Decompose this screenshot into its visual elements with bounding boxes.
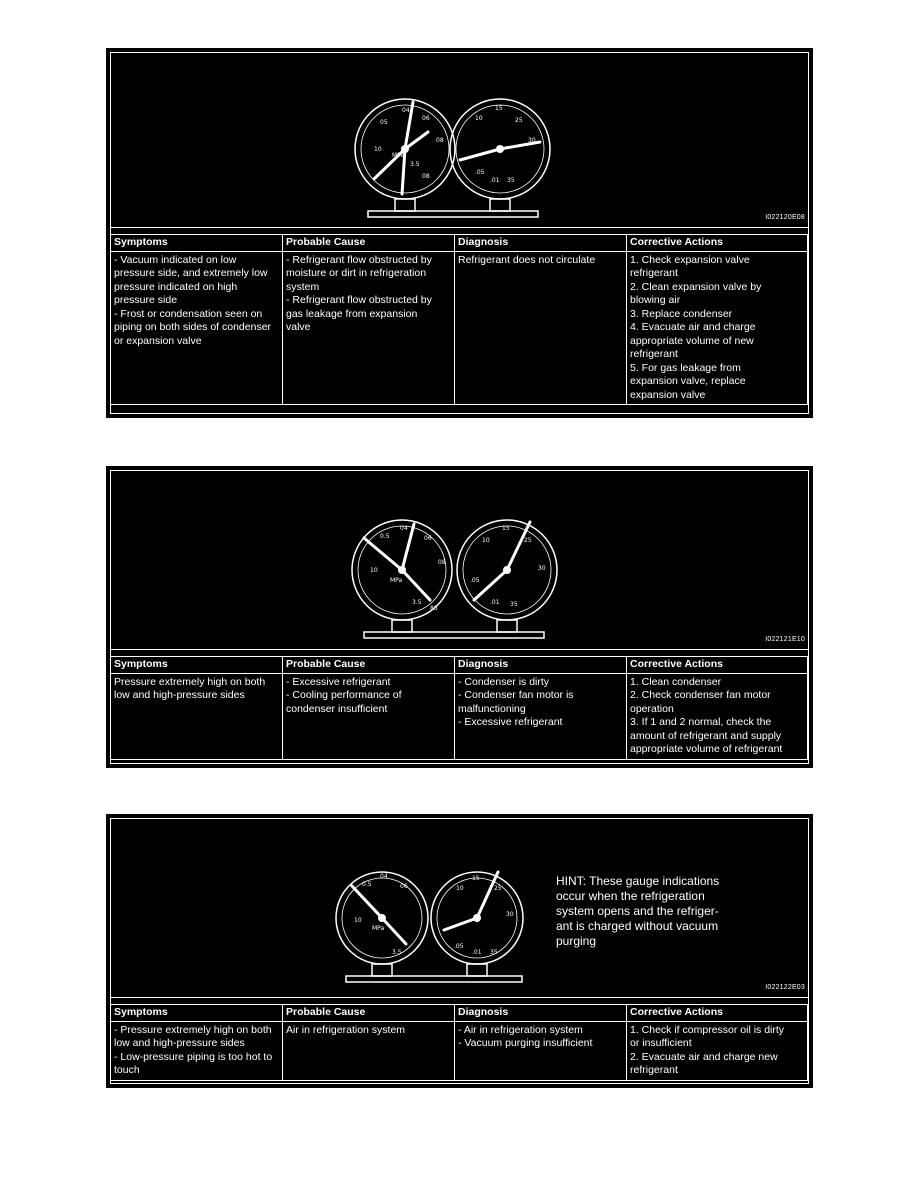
svg-text:.01: .01 [472,949,482,956]
text-line: malfunctioning [458,702,526,715]
cell-probable-cause [283,1021,455,1080]
figure-code: I022120E08 [765,214,805,221]
svg-text:06: 06 [424,535,432,542]
text-line: purging [556,934,597,948]
text-line: moisture or dirt in refrigeration [286,267,427,279]
text-line: - Refrigerant flow obstructed by [286,253,432,266]
text-line: - Excessive refrigerant [286,675,391,688]
svg-text:0.5: 0.5 [362,881,372,888]
text-line: or expansion valve [114,334,202,347]
svg-text:25: 25 [515,117,523,124]
svg-text:25: 25 [494,885,502,892]
svg-text:08: 08 [436,137,444,144]
text-line: Refrigerant does not circulate [458,253,596,266]
svg-text:06: 06 [422,115,430,122]
text-line: ant is charged without vacuum [556,919,719,933]
text-line: expansion valve [630,388,706,401]
diagnosis-panel-1 [106,48,813,418]
text-line: touch [114,1064,140,1076]
diagnosis-table [110,1004,808,1081]
svg-text:10: 10 [475,115,483,122]
svg-text:30: 30 [538,565,546,572]
text-line: - Vacuum indicated on low [114,253,237,266]
text-line: refrigerant [630,1064,678,1076]
text-line: pressure side [114,294,178,306]
text-line: - Pressure extremely high on both [114,1023,272,1036]
text-line: 2. Check condenser fan motor [630,689,771,701]
svg-text:10: 10 [456,885,464,892]
text-line: - Condenser is dirty [458,675,550,688]
svg-text:04: 04 [402,107,410,114]
text-line: gas leakage from expansion [286,307,418,320]
svg-text:06: 06 [400,883,408,890]
text-line: or insufficient [630,1037,692,1049]
text-line: amount of refrigerant and supply [630,729,782,742]
text-line: - Air in refrigeration system [458,1023,583,1036]
table-row [111,1021,808,1080]
gauge-figure [110,818,809,998]
text-line: - Low-pressure piping is too hot to [114,1050,273,1063]
svg-text:85: 85 [430,605,438,612]
svg-text:.01: .01 [490,599,500,606]
text-line: expansion valve, replace [630,375,746,387]
text-line: Air in refrigeration system [286,1023,406,1036]
svg-text:35: 35 [490,949,498,956]
svg-text:10: 10 [374,146,382,153]
text-line: pressure side, and extremely low [114,267,268,279]
text-line: refrigerant [630,267,678,279]
header-corrective-actions: Corrective Actions [627,657,808,674]
text-line: - Vacuum purging insufficient [458,1037,593,1049]
svg-text:3.5: 3.5 [410,161,420,168]
text-line: - Cooling performance of [286,689,402,701]
manifold-gauges-illustration [332,842,552,998]
cell-probable-cause [283,251,455,405]
gauge-figure [110,470,809,650]
svg-text:3.5: 3.5 [392,949,402,956]
table-row [111,251,808,405]
header-diagnosis: Diagnosis [455,1005,627,1022]
gauge-figure [110,52,809,228]
header-probable-cause: Probable Cause [283,235,455,252]
text-line: system [286,280,320,293]
svg-text:15: 15 [495,105,503,112]
text-line: 4. Evacuate air and charge [630,321,756,333]
text-line: 1. Check expansion valve [630,253,750,266]
svg-text:30: 30 [528,137,536,144]
text-line: blowing air [630,294,681,306]
figure-code: I022122E03 [765,984,805,991]
cell-symptoms [111,673,283,759]
text-line: - Condenser fan motor is [458,689,574,701]
table-header-row [111,1005,808,1022]
svg-text:MPa: MPa [390,577,403,584]
text-line: 2. Evacuate air and charge new [630,1050,778,1063]
table-header-row [111,657,808,674]
svg-text:04: 04 [400,525,408,532]
text-line: - Frost or condensation seen on [114,307,263,320]
svg-text:.01: .01 [490,177,500,184]
diagnosis-panel-2 [106,466,813,768]
cell-corrective-actions [627,251,808,405]
svg-text:35: 35 [507,177,515,184]
svg-text:08: 08 [422,173,430,180]
svg-text:MPa: MPa [392,152,405,159]
header-probable-cause: Probable Cause [283,657,455,674]
svg-text:0.5: 0.5 [380,533,390,540]
manifold-gauges-illustration [342,472,582,648]
cell-diagnosis [455,251,627,405]
text-line: Pressure extremely high on both [114,675,266,688]
svg-text:25: 25 [524,537,532,544]
svg-text:30: 30 [506,911,514,918]
svg-text:10: 10 [354,917,362,924]
svg-text:.05: .05 [454,943,464,950]
table-header-row [111,235,808,252]
text-line: occur when the refrigeration [556,889,705,903]
text-line: piping on both sides of condenser [114,321,272,333]
svg-text:35: 35 [510,601,518,608]
diagnosis-table [110,656,808,760]
header-diagnosis: Diagnosis [455,235,627,252]
cell-symptoms [111,1021,283,1080]
text-line: system opens and the refriger- [556,904,719,918]
cell-corrective-actions [627,1021,808,1080]
svg-text:15: 15 [472,875,480,882]
header-probable-cause: Probable Cause [283,1005,455,1022]
table-row [111,673,808,759]
svg-text:3.5: 3.5 [412,599,422,606]
diagnosis-panel-3 [106,814,813,1088]
text-line: appropriate volume of refrigerant [630,743,783,755]
text-line: HINT: These gauge indications [556,874,720,888]
text-line: 5. For gas leakage from [630,361,741,374]
text-line: 1. Check if compressor oil is dirty [630,1023,785,1036]
cell-diagnosis [455,1021,627,1080]
svg-text:.05: .05 [475,169,485,176]
text-line: condenser insufficient [286,702,388,715]
text-line: - Excessive refrigerant [458,716,563,728]
header-corrective-actions: Corrective Actions [627,235,808,252]
text-line: refrigerant [630,348,678,360]
cell-diagnosis [455,673,627,759]
svg-text:MPa: MPa [372,925,385,932]
diagnosis-table [110,234,808,405]
text-line: 1. Clean condenser [630,675,722,688]
svg-text:10: 10 [482,537,490,544]
header-symptoms: Symptoms [111,235,283,252]
svg-text:15: 15 [502,525,510,532]
svg-text:.05: .05 [470,577,480,584]
header-symptoms: Symptoms [111,657,283,674]
text-line: low and high-pressure sides [114,689,245,701]
text-line: 3. Replace condenser [630,307,733,320]
text-line: - Refrigerant flow obstructed by [286,294,432,306]
hint-note [556,874,756,949]
svg-text:10: 10 [370,567,378,574]
cell-symptoms [111,251,283,405]
text-line: 2. Clean expansion valve by [630,280,762,293]
svg-text:08: 08 [438,559,446,566]
text-line: operation [630,702,674,715]
header-corrective-actions: Corrective Actions [627,1005,808,1022]
text-line: valve [286,321,311,333]
cell-probable-cause [283,673,455,759]
svg-text:05: 05 [380,119,388,126]
text-line: low and high-pressure sides [114,1037,245,1049]
text-line: 3. If 1 and 2 normal, check the [630,716,772,728]
header-symptoms: Symptoms [111,1005,283,1022]
manifold-gauges-illustration [350,54,590,226]
text-line: appropriate volume of new [630,334,754,347]
cell-corrective-actions [627,673,808,759]
svg-text:04: 04 [380,873,388,880]
header-diagnosis: Diagnosis [455,657,627,674]
figure-code: I022121E10 [765,636,805,643]
text-line: pressure indicated on high [114,280,238,293]
